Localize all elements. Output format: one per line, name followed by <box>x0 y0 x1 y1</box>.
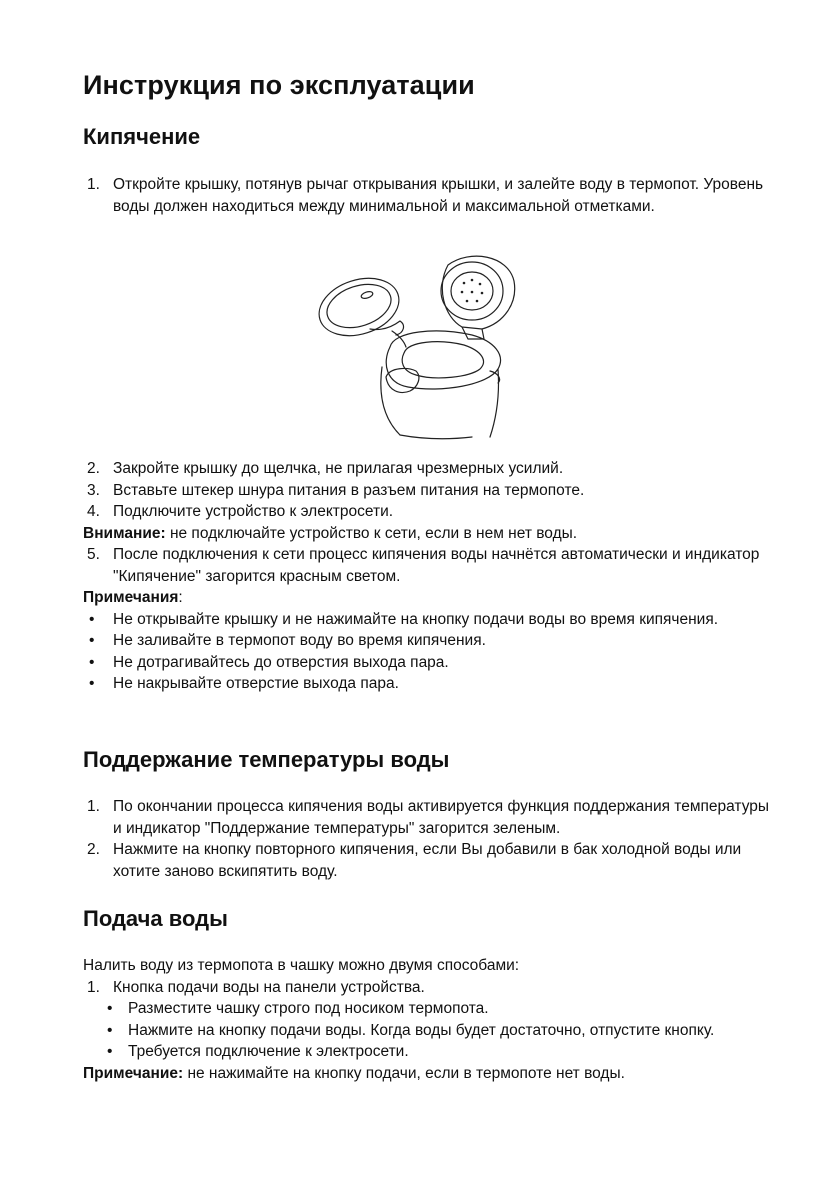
list-item-text: Закройте крышку до щелчка, не прилагая чрезмерных усилий. <box>113 460 564 477</box>
top-lid-outline <box>442 256 514 329</box>
bullet-icon: • <box>89 632 95 649</box>
boiling-step-1 <box>83 174 773 217</box>
note-label: Примечание: <box>83 1064 184 1082</box>
list-item-text: Требуется подключение к электросети. <box>128 1043 409 1060</box>
heading-keep-warm: Поддержание температуры воды <box>83 747 450 772</box>
note-text: не нажимайте на кнопку подачи, если в термопоте нет воды. <box>183 1064 625 1082</box>
list-item-text: Нажмите на кнопку повторного кипячения, если Вы добавили в бак холодной воды или хотите заново вскипятить воду. <box>113 841 742 880</box>
list-item-text: После подключения к сети процесс кипячения воды начнётся автоматически и индикатор "Кипячение" загорится красным светом. <box>113 546 760 585</box>
sub-list-item <box>83 1020 773 1042</box>
list-item-text: Нажмите на кнопку подачи воды. Когда воды будет достаточно, отпустите кнопку. <box>128 1021 715 1039</box>
list-number: 2. <box>87 460 100 477</box>
bullet-icon: • <box>107 1021 113 1039</box>
list-item-text: Подключите устройство к электросети. <box>113 503 394 520</box>
dispensing-content <box>83 955 773 1084</box>
list-item-text: По окончании процесса кипячения воды активируется функция поддержания температуры и индикатор "Поддержание температуры" загорится зеленым. <box>113 798 770 837</box>
list-item-text: Не дотрагивайтесь до отверстия выхода пара. <box>113 653 449 671</box>
heading-dispensing: Подача воды <box>83 906 228 931</box>
list-number: 4. <box>87 503 100 520</box>
list-item <box>83 839 773 882</box>
bullet-icon: • <box>107 1043 113 1060</box>
boiling-steps-2-5 <box>83 458 773 695</box>
list-item <box>83 796 773 839</box>
list-item <box>83 544 773 587</box>
list-item <box>83 174 773 217</box>
list-number: 1. <box>87 978 100 996</box>
list-item <box>83 458 773 480</box>
notes-colon: : <box>178 589 183 606</box>
inner-lid-knob <box>360 290 373 299</box>
list-number: 1. <box>87 176 100 193</box>
list-item-text: Не накрывайте отверстие выхода пара. <box>113 675 399 692</box>
body-base <box>400 435 472 439</box>
warning-note <box>83 523 773 545</box>
warning-label: Внимание: <box>83 524 166 542</box>
list-item <box>83 977 773 999</box>
body-opening <box>402 342 483 378</box>
list-number: 2. <box>87 841 100 858</box>
notes-label: Примечания <box>83 589 179 606</box>
dispensing-note <box>83 1063 773 1085</box>
bullet-icon: • <box>89 653 95 671</box>
page-title: Инструкция по эксплуатации <box>83 70 475 100</box>
list-item <box>83 652 773 674</box>
keep-warm-steps <box>83 796 773 882</box>
bullet-icon: • <box>89 675 95 692</box>
heading-boiling: Кипячение <box>83 124 201 149</box>
sub-list-item <box>83 998 773 1020</box>
inner-lid-inner <box>321 277 396 335</box>
list-item <box>83 673 773 695</box>
list-number: 1. <box>87 798 100 815</box>
list-item <box>83 501 773 523</box>
inner-lid-tab <box>370 321 403 335</box>
notes-heading <box>83 587 773 609</box>
list-item-text: Не открывайте крышку и не нажимайте на кнопку подачи воды во время кипячения. <box>113 610 719 628</box>
dispensing-intro: Налить воду из термопота в чашку можно двумя способами: <box>83 957 520 974</box>
list-item <box>83 480 773 502</box>
bullet-icon: • <box>107 1000 113 1017</box>
body-right-side <box>490 369 499 437</box>
warning-text: не подключайте устройство к сети, если в нем нет воды. <box>165 524 578 542</box>
bullet-icon: • <box>89 610 95 628</box>
list-item <box>83 630 773 652</box>
inner-lid-outline <box>312 269 406 346</box>
list-item-text: Кнопка подачи воды на панели устройства. <box>113 978 425 996</box>
thermopot-illustration <box>312 247 517 442</box>
sub-list-item <box>83 1041 773 1063</box>
list-item-text: Вставьте штекер шнура питания в разъем питания на термопоте. <box>113 481 585 499</box>
spout <box>386 369 419 393</box>
list-item <box>83 609 773 631</box>
top-lid-dial-dots <box>461 279 484 303</box>
list-item-text: Разместите чашку строго под носиком термопота. <box>128 1000 489 1017</box>
list-item-text: Откройте крышку, потянув рычаг открывания крышки, и залейте воду в термопот. Уровень воды должен находиться между минимальной и максимальной отметками. <box>113 176 764 215</box>
list-item-text: Не заливайте в термопот воду во время кипячения. <box>113 632 486 649</box>
list-number: 5. <box>87 546 100 563</box>
list-number: 3. <box>87 481 100 499</box>
